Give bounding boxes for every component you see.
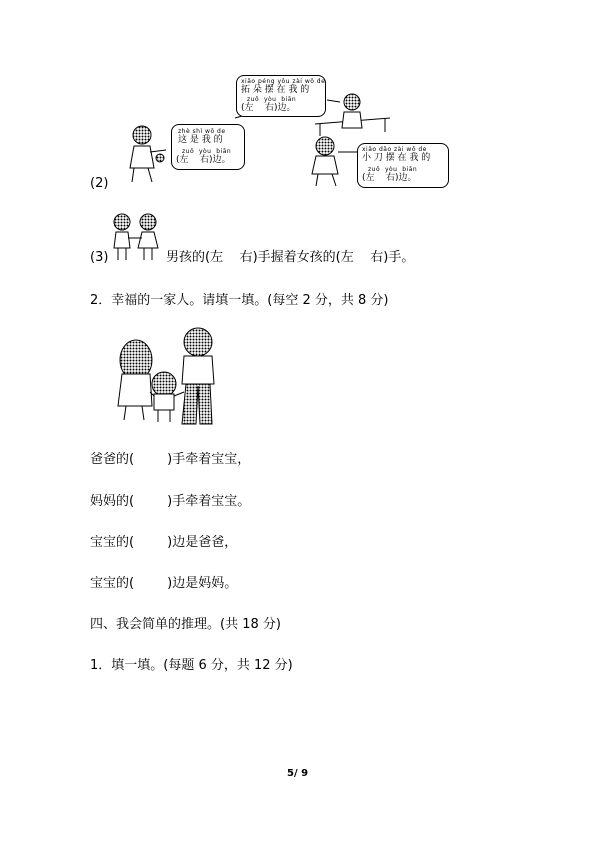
bubble-pinyin: xiǎo péng yǒu zài wǒ de [241, 78, 326, 85]
bubble-text: (左 右)边。 [241, 103, 296, 113]
section-4-title: 四、我会简单的推理。(共 18 分) [90, 617, 281, 632]
bubble-text: (左 右)边。 [176, 155, 231, 165]
question-3-label: (3) [90, 250, 109, 265]
bubble-text: (左 右)边。 [362, 173, 417, 183]
family-line-2: 妈妈的( )手牵着宝宝。 [90, 494, 251, 509]
bubble-pinyin: xiǎo dāo zài wǒ de [362, 146, 427, 153]
bubble-pinyin: zuǒ yòu biān [182, 148, 232, 155]
family-illustration [108, 326, 220, 426]
family-drawing [108, 326, 220, 426]
speech-bubble-left [171, 124, 245, 170]
family-line-1: 爸爸的( )手牵着宝宝， [90, 452, 251, 467]
bubble-pinyin: zhè shì wǒ de [178, 128, 226, 135]
bubble-text: 小 刀 摆 在 我 的 [362, 153, 431, 163]
question-2-label: (2) [90, 176, 109, 191]
speech-bubble-top [236, 75, 326, 117]
bubble-text: 拓 朵 摆 在 我 的 [241, 85, 310, 95]
page-number: 5/ 9 [287, 768, 309, 779]
section-2-title: 2．幸福的一家人。请填一填。(每空 2 分，共 8 分) [90, 293, 389, 308]
q3-illustration [108, 212, 164, 264]
speech-bubble-right [357, 143, 449, 188]
section-4-sub-1: 1．填一填。(每题 6 分，共 12 分) [90, 658, 293, 673]
bubble-pinyin: zuǒ yòu biān [247, 96, 297, 103]
holding-hands-drawing [108, 212, 164, 264]
family-line-4: 宝宝的( )边是妈妈。 [90, 576, 238, 591]
bubble-pinyin: zuǒ yòu biān [368, 166, 418, 173]
bubble-text: 这 是 我 的 [178, 135, 223, 145]
family-line-3: 宝宝的( )边是爸爸， [90, 535, 238, 550]
question-3-text: 男孩的(左 右)手握着女孩的(左 右)手。 [166, 250, 415, 265]
